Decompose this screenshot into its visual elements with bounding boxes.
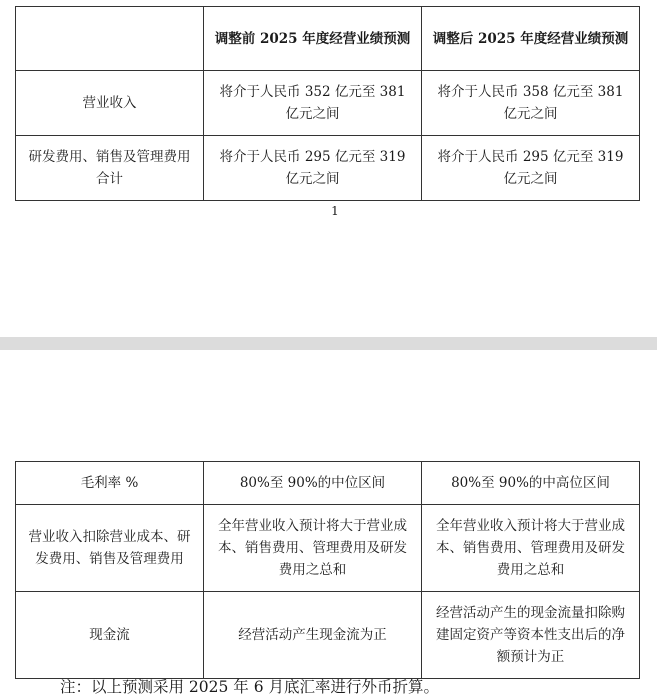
after-value: 将介于人民币 295 亿元至 319 亿元之间 [422, 136, 640, 201]
header-blank-cell [16, 7, 204, 71]
row-label: 毛利率 % [16, 462, 204, 505]
before-value: 80%至 90%的中位区间 [204, 462, 422, 505]
header-after-adjustment: 调整后 2025 年度经营业绩预测 [422, 7, 640, 71]
row-label: 营业收入 [16, 71, 204, 136]
table-row-expenses [16, 136, 640, 201]
page-number: 1 [331, 204, 339, 218]
footnote: 注：以上预测采用 2025 年 6 月底汇率进行外币折算。 [60, 678, 440, 696]
after-value: 全年营业收入预计将大于营业成本、销售费用、管理费用及研发费用之总和 [422, 505, 640, 592]
forecast-table [15, 6, 640, 201]
row-label: 现金流 [16, 592, 204, 679]
header-before-adjustment: 调整前 2025 年度经营业绩预测 [204, 7, 422, 71]
before-value: 经营活动产生现金流为正 [204, 592, 422, 679]
forecast-table-continued [15, 461, 640, 679]
row-label: 营业收入扣除营业成本、研发费用、销售及管理费用 [16, 505, 204, 592]
page-separator [0, 337, 657, 350]
after-value: 80%至 90%的中高位区间 [422, 462, 640, 505]
before-value: 全年营业收入预计将大于营业成本、销售费用、管理费用及研发费用之总和 [204, 505, 422, 592]
before-value: 将介于人民币 352 亿元至 381 亿元之间 [204, 71, 422, 136]
table-row-gross-margin [16, 462, 640, 505]
table-row-revenue [16, 71, 640, 136]
before-value: 将介于人民币 295 亿元至 319 亿元之间 [204, 136, 422, 201]
after-value: 经营活动产生的现金流量扣除购建固定资产等资本性支出后的净额预计为正 [422, 592, 640, 679]
after-value: 将介于人民币 358 亿元至 381 亿元之间 [422, 71, 640, 136]
table-row-cash-flow [16, 592, 640, 679]
table-row-operating-result [16, 505, 640, 592]
row-label: 研发费用、销售及管理费用合计 [16, 136, 204, 201]
table-header-row [16, 7, 640, 71]
